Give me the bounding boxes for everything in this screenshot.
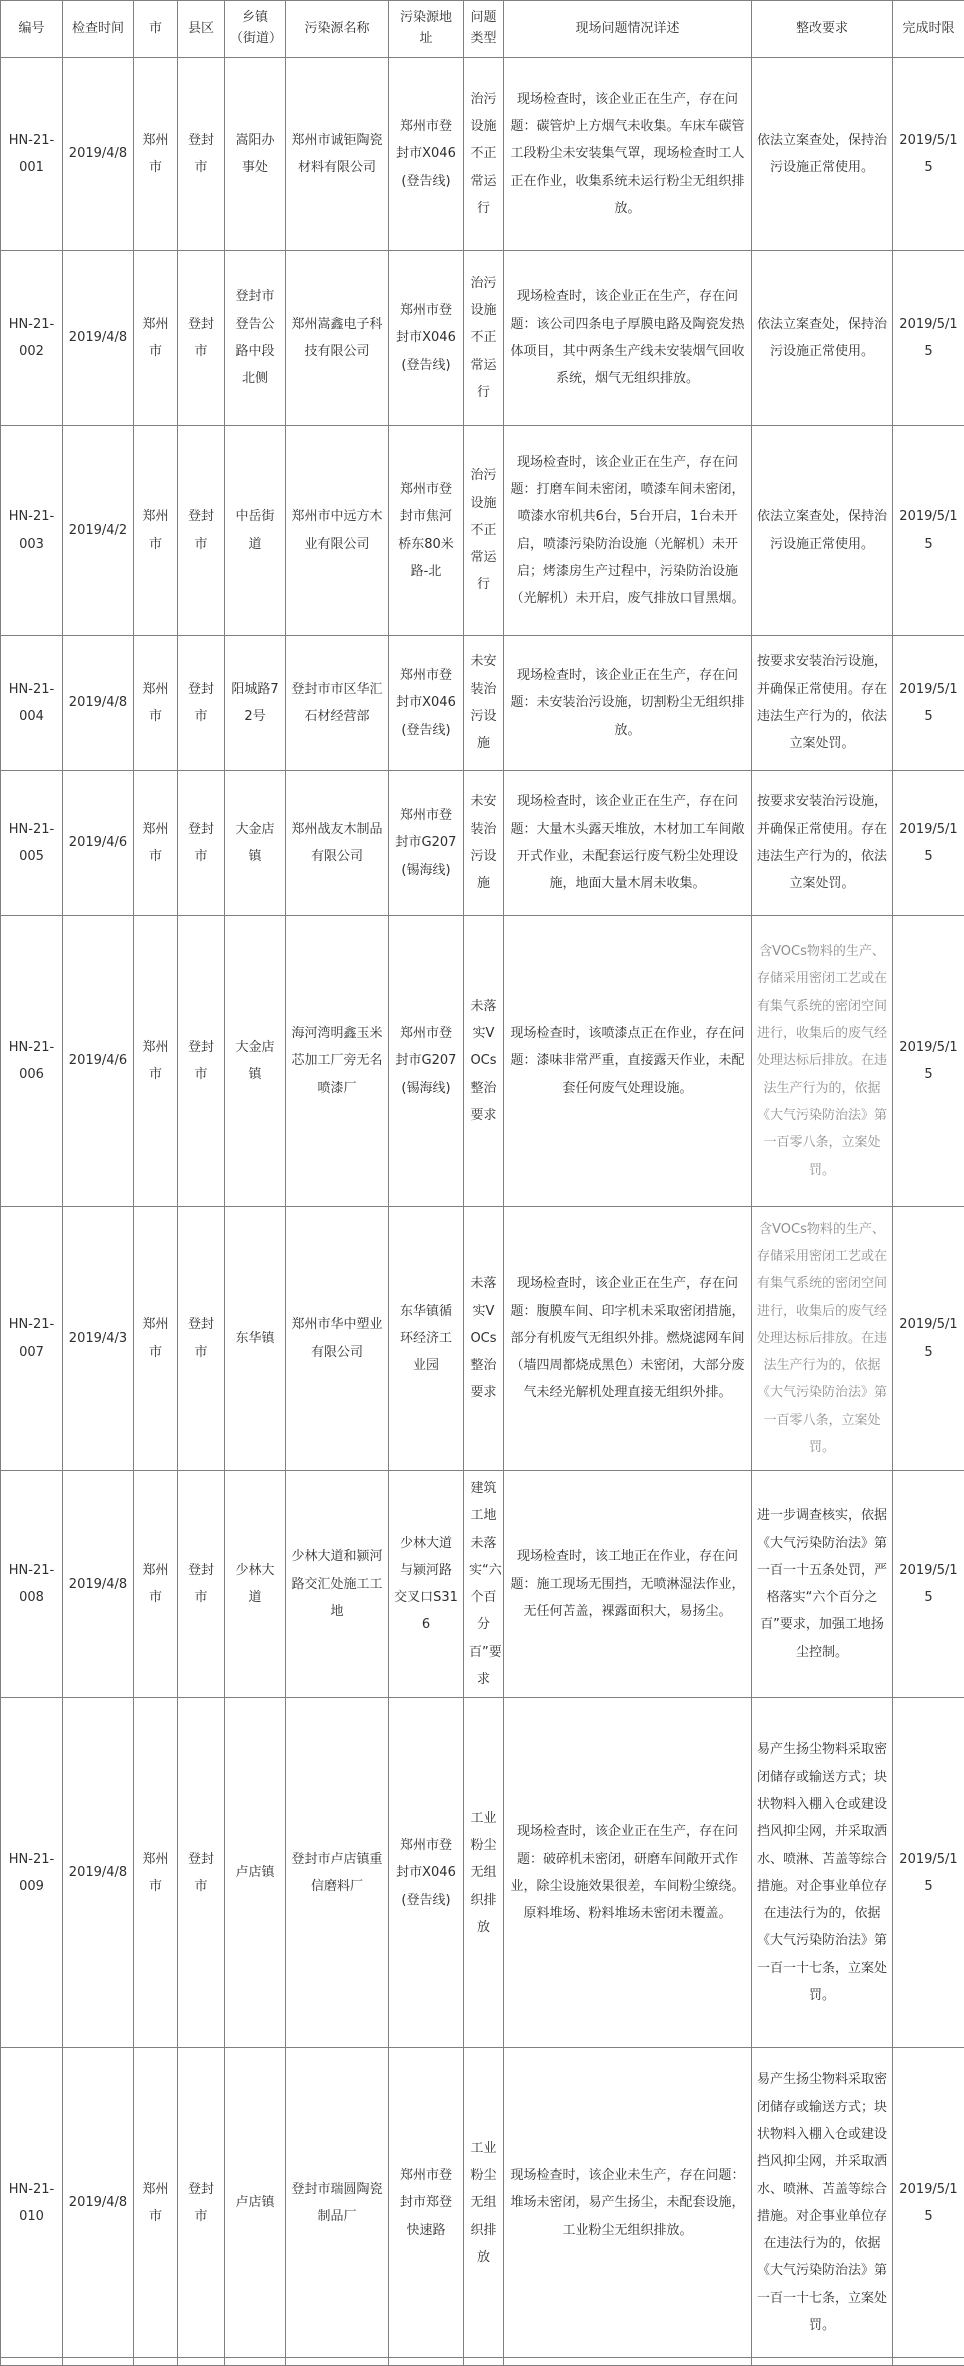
- col-header-rectification: 整改要求: [752, 1, 893, 58]
- table-row: [1, 251, 964, 426]
- table-row: [1, 1471, 964, 1698]
- cell-city: 郑州市: [134, 1207, 178, 1471]
- col-header-check-date: 检查时间: [63, 1, 134, 58]
- cell-check-date: 2019/4/3: [63, 1207, 134, 1471]
- cell-city: 郑州市: [134, 2048, 178, 2358]
- cell-county: 登封市: [178, 636, 225, 771]
- cell-id: HN-21-004: [1, 636, 63, 771]
- col-header-city: 市: [134, 1, 178, 58]
- cell-id: HN-21-001: [1, 58, 63, 251]
- cell-check-date: 2019/4/8: [63, 636, 134, 771]
- cell-deadline: 2019/5/15: [893, 58, 964, 251]
- cell-check-date: 2019/4/6: [63, 771, 134, 916]
- cell-description: 现场检查时，该企业正在生产，存在问题：该公司四条电子厚膜电路及陶瓷发热体项目，其中两条生产线未安装烟气回收系统，烟气无组织排放。: [504, 251, 752, 426]
- cell-county: 登封市: [178, 58, 225, 251]
- cell-township: 大金店镇: [225, 916, 286, 1207]
- table-row: [1, 916, 964, 1207]
- cell-problem-type: 建筑工地未落实“六个百分百”要求: [464, 1471, 504, 1698]
- col-header-id: 编号: [1, 1, 63, 58]
- table-row: [1, 1698, 964, 2048]
- table-row-partial: [1, 2358, 964, 2366]
- col-header-description: 现场问题情况详述: [504, 1, 752, 58]
- cell-rectification: 含VOCs物料的生产、存储采用密闭工艺或在有集气系统的密闭空间进行，收集后的废气经处理达标后排放。在违法生产行为的，依据《大气污染防治法》第一百零八条，立案处罚。: [752, 1207, 893, 1471]
- col-header-source-name: 污染源名称: [286, 1, 389, 58]
- cell-township: 少林大道: [225, 1471, 286, 1698]
- cell-rectification: 依法立案查处，保持治污设施正常使用。: [752, 426, 893, 636]
- cell-township: 登封市登告公路中段北侧: [225, 251, 286, 426]
- table-row: [1, 2048, 964, 2358]
- cell-rectification: 易产生扬尘物料采取密闭储存或输送方式；块状物料入棚入仓或建设挡风抑尘网，并采取洒水、喷淋、苫盖等综合措施。对企事业单位存在违法行为的，依据《大气污染防治法》第一百一十七条，立案处罚。: [752, 1698, 893, 2048]
- cell-problem-type: 治污设施不正常运行: [464, 426, 504, 636]
- cell-id: HN-21-003: [1, 426, 63, 636]
- cell-city: 郑州市: [134, 58, 178, 251]
- cell-township: 东华镇: [225, 1207, 286, 1471]
- cell-description: 现场检查时，该喷漆点正在作业，存在问题：漆味非常严重，直接露天作业，未配套任何废气处理设施。: [504, 916, 752, 1207]
- cell-id: HN-21-007: [1, 1207, 63, 1471]
- cell-city: 郑州市: [134, 1471, 178, 1698]
- cell-check-date: 2019/4/8: [63, 58, 134, 251]
- cell-source-address: 郑州市登封市G207(锡海线): [389, 916, 464, 1207]
- table-row: [1, 1207, 964, 1471]
- cell-city: 郑州市: [134, 916, 178, 1207]
- cell-source-address: 郑州市登封市郑登快速路: [389, 2048, 464, 2358]
- cell-problem-type: 工业粉尘无组织排放: [464, 2048, 504, 2358]
- cell-city: 郑州市: [134, 251, 178, 426]
- cell-description: 现场检查时，该企业正在生产，存在问题：破碎机未密闭，研磨车间敞开式作业，除尘设施效果很差，车间粉尘缭绕。原料堆场、粉料堆场未密闭未覆盖。: [504, 1698, 752, 2048]
- cell-deadline: 2019/5/15: [893, 1698, 964, 2048]
- cell-check-date: 2019/4/8: [63, 2048, 134, 2358]
- cell-rectification: 依法立案查处，保持治污设施正常使用。: [752, 251, 893, 426]
- cell-problem-type: 未落实VOCs整治要求: [464, 916, 504, 1207]
- cell-check-date: 2019/4/8: [63, 1698, 134, 2048]
- cell-id: HN-21-002: [1, 251, 63, 426]
- cell-deadline: 2019/5/15: [893, 251, 964, 426]
- cell-source-name: 海河湾明鑫玉米芯加工厂旁无名喷漆厂: [286, 916, 389, 1207]
- cell-source-address: 郑州市登封市X046(登告线): [389, 636, 464, 771]
- col-header-deadline: 完成时限: [893, 1, 964, 58]
- col-header-township: 乡镇（街道）: [225, 1, 286, 58]
- cell-county: 登封市: [178, 251, 225, 426]
- cell-check-date: 2019/4/8: [63, 251, 134, 426]
- cell-deadline: 2019/5/15: [893, 2048, 964, 2358]
- cell-problem-type: 治污设施不正常运行: [464, 58, 504, 251]
- col-header-source-address: 污染源地址: [389, 1, 464, 58]
- cell-description: 现场检查时，该企业正在生产，存在问题：腹膜车间、印字机未采取密闭措施，部分有机废气无组织外排。燃烧滤网车间（墙四周都烧成黑色）未密闭，大部分废气未经光解机处理直接无组织外排。: [504, 1207, 752, 1471]
- cell-source-name: 郑州市诚钜陶瓷材料有限公司: [286, 58, 389, 251]
- cell-city: 郑州市: [134, 771, 178, 916]
- cell-check-date: 2019/4/8: [63, 1471, 134, 1698]
- cell-source-address: 郑州市登封市X046(登告线): [389, 1698, 464, 2048]
- cell-source-address: 郑州市登封市X046(登告线): [389, 251, 464, 426]
- cell-deadline: 2019/5/15: [893, 636, 964, 771]
- cell-rectification: 进一步调查核实，依据《大气污染防治法》第一百一十五条处罚，严格落实“六个百分之百”要求，加强工地扬尘控制。: [752, 1471, 893, 1698]
- cell-problem-type: 治污设施不正常运行: [464, 251, 504, 426]
- cell-source-name: 郑州战友木制品有限公司: [286, 771, 389, 916]
- cell-description: 现场检查时，该企业正在生产，存在问题：碳管炉上方烟气未收集。车床车碳管工段粉尘未安装集气罩，现场检查时工人正在作业，收集系统未运行粉尘无组织排放。: [504, 58, 752, 251]
- cell-rectification: 含VOCs物料的生产、存储采用密闭工艺或在有集气系统的密闭空间进行，收集后的废气经处理达标后排放。在违法生产行为的，依据《大气污染防治法》第一百零八条，立案处罚。: [752, 916, 893, 1207]
- cell-deadline: 2019/5/15: [893, 1471, 964, 1698]
- cell-source-name: 登封市卢店镇重信磨料厂: [286, 1698, 389, 2048]
- cell-problem-type: 未落实VOCs整治要求: [464, 1207, 504, 1471]
- cell-id: HN-21-009: [1, 1698, 63, 2048]
- table-row: [1, 58, 964, 251]
- cell-source-address: 郑州市登封市X046(登告线): [389, 58, 464, 251]
- cell-source-name: 少林大道和颍河路交汇处施工工地: [286, 1471, 389, 1698]
- cell-city: 郑州市: [134, 1698, 178, 2048]
- cell-source-name: 郑州市华中塑业有限公司: [286, 1207, 389, 1471]
- cell-source-name: 郑州市中远方木业有限公司: [286, 426, 389, 636]
- cell-source-name: 郑州嵩鑫电子科技有限公司: [286, 251, 389, 426]
- cell-source-address: 郑州市登封市G207(锡海线): [389, 771, 464, 916]
- cell-rectification: 按要求安装治污设施，并确保正常使用。存在违法生产行为的，依法立案处罚。: [752, 636, 893, 771]
- cell-deadline: 2019/5/15: [893, 771, 964, 916]
- cell-township: 嵩阳办事处: [225, 58, 286, 251]
- col-header-problem-type: 问题类型: [464, 1, 504, 58]
- header-row: [1, 1, 964, 58]
- cell-county: 登封市: [178, 771, 225, 916]
- cell-township: 中岳街道: [225, 426, 286, 636]
- cell-problem-type: 工业粉尘无组织排放: [464, 1698, 504, 2048]
- cell-description: 现场检查时，该企业正在生产，存在问题：未安装治污设施，切割粉尘无组织排放。: [504, 636, 752, 771]
- cell-township: 卢店镇: [225, 1698, 286, 2048]
- cell-id: HN-21-010: [1, 2048, 63, 2358]
- table-row: [1, 426, 964, 636]
- cell-city: 郑州市: [134, 636, 178, 771]
- cell-source-address: 少林大道与颍河路交叉口S316: [389, 1471, 464, 1698]
- cell-county: 登封市: [178, 1698, 225, 2048]
- cell-rectification: 按要求安装治污设施，并确保正常使用。存在违法生产行为的，依法立案处罚。: [752, 771, 893, 916]
- cell-rectification: 易产生扬尘物料采取密闭储存或输送方式；块状物料入棚入仓或建设挡风抑尘网，并采取洒水、喷淋、苫盖等综合措施。对企事业单位存在违法行为的，依据《大气污染防治法》第一百一十七条，立案处罚。: [752, 2048, 893, 2358]
- table-row: [1, 771, 964, 916]
- col-header-county: 县区: [178, 1, 225, 58]
- cell-source-name: 登封市市区华汇石材经营部: [286, 636, 389, 771]
- cell-deadline: 2019/5/15: [893, 426, 964, 636]
- cell-check-date: 2019/4/6: [63, 916, 134, 1207]
- cell-township: 卢店镇: [225, 2048, 286, 2358]
- cell-id: HN-21-006: [1, 916, 63, 1207]
- table-row: [1, 636, 964, 771]
- cell-problem-type: 未安装治污设施: [464, 636, 504, 771]
- cell-township: 阳城路72号: [225, 636, 286, 771]
- cell-description: 现场检查时，该企业正在生产，存在问题：大量木头露天堆放，木材加工车间敞开式作业，未配套运行废气粉尘处理设施，地面大量木屑未收集。: [504, 771, 752, 916]
- cell-id: HN-21-005: [1, 771, 63, 916]
- cell-township: 大金店镇: [225, 771, 286, 916]
- cell-county: 登封市: [178, 426, 225, 636]
- cell-county: 登封市: [178, 916, 225, 1207]
- cell-id: HN-21-008: [1, 1471, 63, 1698]
- cell-county: 登封市: [178, 1207, 225, 1471]
- cell-deadline: 2019/5/15: [893, 1207, 964, 1471]
- cell-city: 郑州市: [134, 426, 178, 636]
- cell-county: 登封市: [178, 2048, 225, 2358]
- cell-description: 现场检查时，该工地正在作业，存在问题：施工现场无围挡，无喷淋湿法作业，无任何苫盖，裸露面积大，易扬尘。: [504, 1471, 752, 1698]
- cell-source-address: 东华镇循环经济工业园: [389, 1207, 464, 1471]
- cell-description: 现场检查时，该企业正在生产，存在问题：打磨车间未密闭，喷漆车间未密闭，喷漆水帘机共6台，5台开启，1台未开启，喷漆污染防治设施（光解机）未开启；烤漆房生产过程中，污染防治设施（光解机）未开启，废气排放口冒黑烟。: [504, 426, 752, 636]
- cell-county: 登封市: [178, 1471, 225, 1698]
- cell-source-address: 郑州市登封市焦河桥东80米路-北: [389, 426, 464, 636]
- cell-source-name: 登封市瑞圆陶瓷制品厂: [286, 2048, 389, 2358]
- cell-check-date: 2019/4/2: [63, 426, 134, 636]
- cell-deadline: 2019/5/15: [893, 916, 964, 1207]
- cell-description: 现场检查时，该企业未生产，存在问题：堆场未密闭，易产生扬尘，未配套设施，工业粉尘无组织排放。: [504, 2048, 752, 2358]
- cell-rectification: 依法立案查处，保持治污设施正常使用。: [752, 58, 893, 251]
- cell-problem-type: 未安装治污设施: [464, 771, 504, 916]
